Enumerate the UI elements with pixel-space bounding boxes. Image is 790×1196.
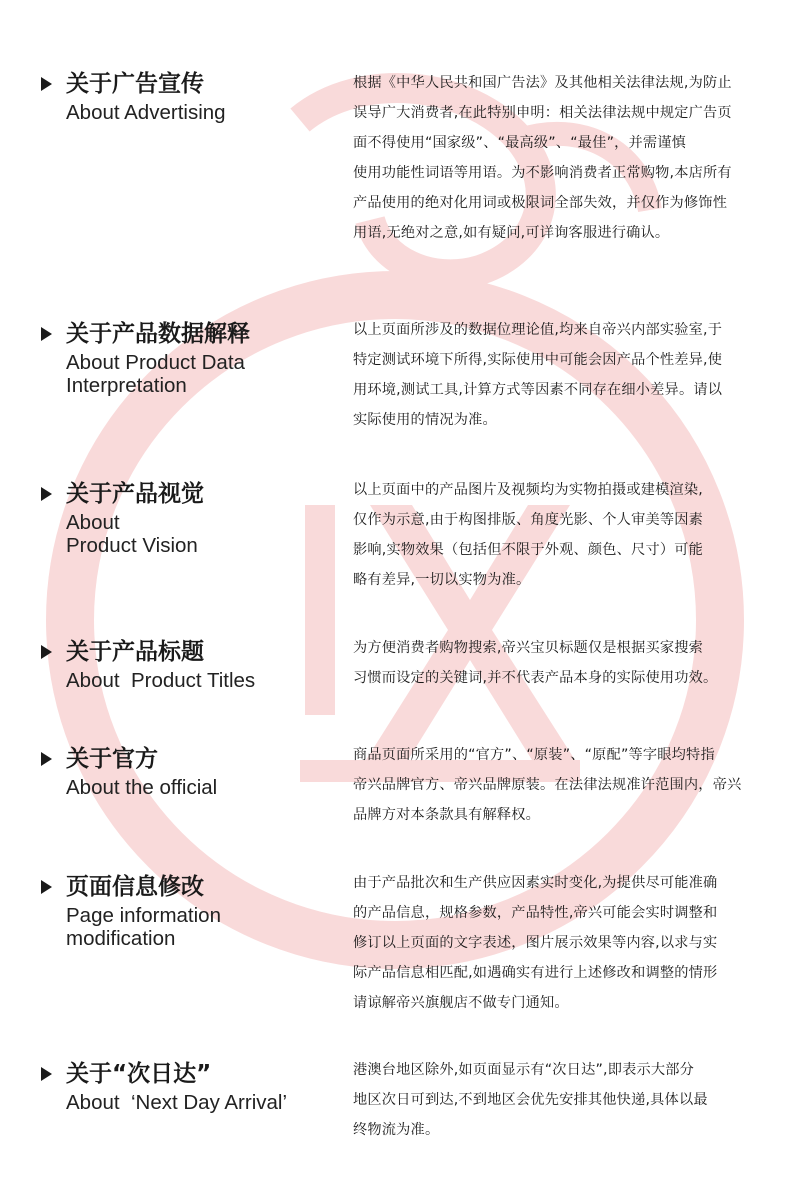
description-line: 产品使用的绝对化用词或极限词全部失效，并仅作为修饰性 — [353, 195, 728, 211]
section-title-cn: 关于产品标题 — [66, 639, 204, 665]
section-title-cn: 关于产品数据解释 — [66, 321, 250, 347]
triangle-right-icon — [41, 645, 52, 659]
triangle-right-icon — [41, 752, 52, 766]
description-line: 的产品信息，规格参数，产品特性,帝兴可能会实时调整和 — [353, 905, 718, 921]
description-line: 请谅解帝兴旗舰店不做专门通知。 — [353, 995, 569, 1011]
section-description — [353, 1055, 773, 1145]
description-line: 用环境,测试工具,计算方式等因素不同存在细小差异。请以 — [353, 382, 723, 398]
section-title-cn: 关于广告宣传 — [66, 71, 204, 97]
description-line: 仅作为示意,由于构图排版、角度光影、个人审美等因素 — [353, 512, 704, 528]
section-description — [353, 868, 773, 1018]
section-title-en: About Product Vision — [66, 511, 198, 557]
section-title-cn: 页面信息修改 — [66, 874, 204, 900]
description-line: 用语,无绝对之意,如有疑问,可详询客服进行确认。 — [353, 225, 670, 241]
description-line: 港澳台地区除外,如页面显示有“次日达”,即表示大部分 — [353, 1062, 695, 1078]
description-line: 误导广大消费者,在此特别申明：相关法律法规中规定广告页 — [353, 105, 732, 121]
section-description — [353, 633, 773, 693]
description-line: 由于产品批次和生产供应因素实时变化,为提供尽可能准确 — [353, 875, 718, 891]
section-title-cn: 关于官方 — [66, 746, 158, 772]
triangle-right-icon — [41, 327, 52, 341]
section-title-en: About ‘Next Day Arrival’ — [66, 1091, 288, 1114]
section-title-cn: 关于产品视觉 — [66, 481, 204, 507]
triangle-right-icon — [41, 77, 52, 91]
section-title-cn: 关于“次日达” — [66, 1061, 212, 1087]
description-line: 习惯而设定的关键词,并不代表产品本身的实际使用功效。 — [353, 670, 718, 686]
description-line: 商品页面所采用的“官方”、“原装”、“原配”等字眼均特指 — [353, 747, 715, 763]
triangle-right-icon — [41, 1067, 52, 1081]
description-line: 实际使用的情况为准。 — [353, 412, 497, 428]
section-description — [353, 315, 773, 435]
description-line: 帝兴品牌官方、帝兴品牌原装。在法律法规准许范围内，帝兴 — [353, 777, 742, 793]
description-line: 特定测试环境下所得,实际使用中可能会因产品个性差异,使 — [353, 352, 723, 368]
description-line: 以上页面所涉及的数据位理论值,均来自帝兴内部实验室,于 — [353, 322, 723, 338]
section-description — [353, 740, 773, 830]
triangle-right-icon — [41, 880, 52, 894]
section-title-en: About the official — [66, 776, 218, 799]
description-line: 面不得使用“国家级”、“最高级”、“最佳”，并需谨慎 — [353, 135, 687, 151]
description-line: 地区次日可到达,不到地区会优先安排其他快递,具体以最 — [353, 1092, 708, 1108]
section-title-en: About Advertising — [66, 101, 226, 124]
description-line: 终物流为准。 — [353, 1122, 440, 1138]
description-line: 品牌方对本条款具有解释权。 — [353, 807, 541, 823]
section-description — [353, 68, 773, 248]
section-title-en: Page information modification — [66, 904, 221, 950]
triangle-right-icon — [41, 487, 52, 501]
description-line: 际产品信息相匹配,如遇确实有进行上述修改和调整的情形 — [353, 965, 718, 981]
section-title-en: About Product Titles — [66, 669, 256, 692]
description-line: 使用功能性词语等用语。为不影响消费者正常购物,本店所有 — [353, 165, 732, 181]
description-line: 以上页面中的产品图片及视频均为实物拍摄或建模渲染, — [353, 482, 704, 498]
description-line: 为方便消费者购物搜索,帝兴宝贝标题仅是根据买家搜索 — [353, 640, 704, 656]
section-description — [353, 475, 773, 595]
description-line: 影响,实物效果（包括但不限于外观、颜色、尺寸）可能 — [353, 542, 704, 558]
description-line: 略有差异,一切以实物为准。 — [353, 572, 531, 588]
description-line: 根据《中华人民共和国广告法》及其他相关法律法规,为防止 — [353, 75, 732, 91]
description-line: 修订以上页面的文字表述，图片展示效果等内容,以求与实 — [353, 935, 718, 951]
section-title-en: About Product Data Interpretation — [66, 351, 245, 397]
